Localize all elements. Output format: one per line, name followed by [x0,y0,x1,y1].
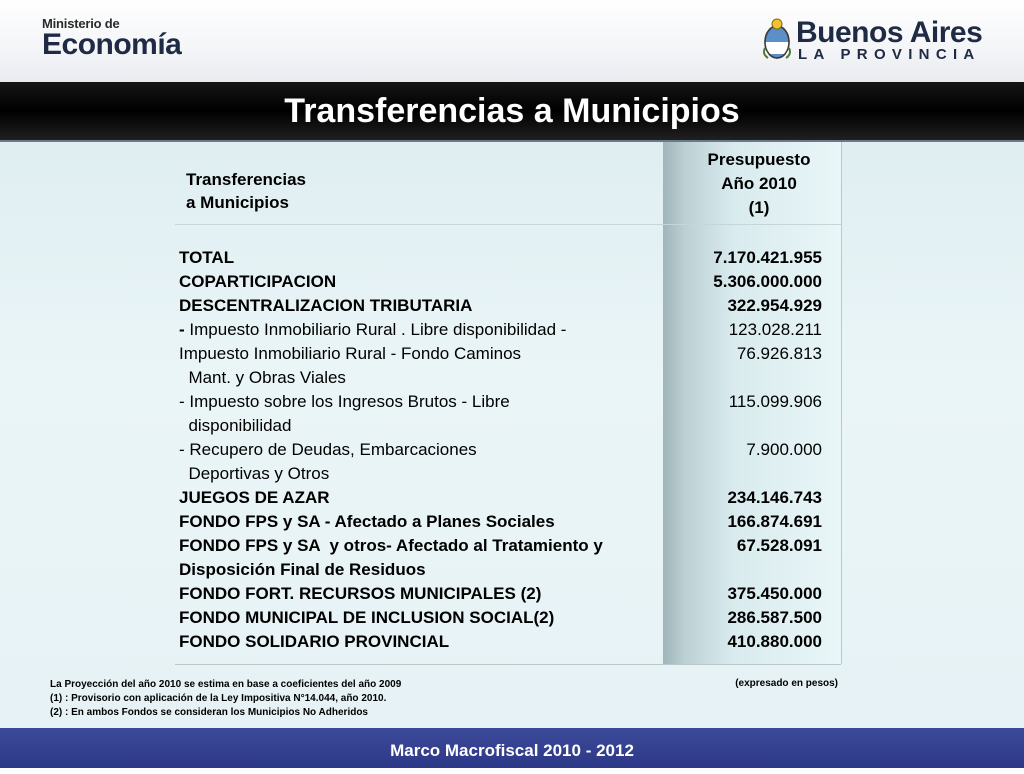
row-value: 76.926.813 [736,344,822,363]
row-label: Mant. y Obras Viales [179,368,346,387]
table-row [179,558,829,582]
row-value: 67.528.091 [736,536,822,555]
right-header-line-1: Presupuesto [707,150,811,169]
right-header-line-2: Año 2010 [721,174,797,193]
table-row [179,534,829,558]
row-label: FONDO SOLIDARIO PROVINCIAL [179,632,450,651]
table-row [179,294,829,318]
header [0,0,1024,82]
footer-bar [0,728,1024,768]
footnote-2: (2) : En ambos Fondos se consideran los Municipios No Adheridos [50,707,368,718]
unit-note: (expresado en pesos) [735,678,838,689]
right-header-line-3: (1) [748,198,770,217]
table-row [179,582,829,606]
row-label: Impuesto Inmobiliario Rural - Fondo Caminos [179,344,522,363]
table-row [179,462,829,486]
row-label: Disposición Final de Residuos [179,560,426,579]
logo-buenos-aires-text: Buenos Aires [796,16,983,49]
footer-text: Marco Macrofiscal 2010 - 2012 [390,741,634,760]
row-label: TOTAL [179,248,235,267]
table-body [179,246,829,654]
row-label [179,318,566,342]
title-bar [0,82,1024,142]
coat-of-arms-icon [762,18,792,62]
row-value: 410.880.000 [727,632,822,651]
table-row [179,486,829,510]
table-row [179,270,829,294]
footnotes [50,678,401,720]
row-label: disponibilidad [179,416,292,435]
table-bottom-divider [175,664,841,665]
row-label: JUEGOS DE AZAR [179,488,330,507]
table-row [179,318,829,342]
row-value: 5.306.000.000 [713,272,822,291]
row-value: 322.954.929 [727,296,822,315]
logo-big-text: Economía [42,28,182,61]
content-area [0,142,1024,728]
row-label: FONDO FPS y SA - Afectado a Planes Sociales [179,512,555,531]
footnote-1: (1) : Provisorio con aplicación de la Ley Impositiva N°14.044, año 2010. [50,693,387,704]
table-row [179,342,829,366]
right-column-header [663,148,855,220]
table-row [179,606,829,630]
row-label: Deportivas y Otros [179,464,330,483]
table-row [179,366,829,390]
row-label: FONDO FORT. RECURSOS MUNICIPALES (2) [179,584,542,603]
row-value: 115.099.906 [728,392,822,411]
ministerio-economia-logo [42,16,181,59]
logo-small-text: Ministerio de [42,16,120,31]
table-row [179,630,829,654]
row-value: 7.170.421.955 [713,248,822,267]
left-header-line-2: a Municipios [186,193,289,212]
table-row [179,510,829,534]
row-value: 166.874.691 [727,512,822,531]
left-column-header [186,168,306,214]
logo-la-provincia-text: LA PROVINCIA [798,46,981,63]
footnote-projection: La Proyección del año 2010 se estima en base a coeficientes del año 2009 [50,679,402,690]
table-row [179,438,829,462]
row-value: 375.450.000 [727,584,822,603]
row-value: 123.028.211 [728,320,822,339]
table-row [179,390,829,414]
row-value: 7.900.000 [746,440,822,459]
header-divider [175,224,841,225]
table-row [179,414,829,438]
page-title: Transferencias a Municipios [284,92,740,130]
left-header-line-1: Transferencias [186,170,307,189]
row-value: 234.146.743 [727,488,822,507]
row-label: FONDO FPS y SA y otros- Afectado al Tratamiento y [179,536,603,555]
row-label: COPARTICIPACION [179,272,337,291]
row-value: 286.587.500 [727,608,822,627]
row-label: DESCENTRALIZACION TRIBUTARIA [179,296,473,315]
row-label: - Recupero de Deudas, Embarcaciones [179,440,477,459]
row-label-text: Impuesto Inmobiliario Rural . Libre disponibilidad - [184,320,567,339]
row-label: - Impuesto sobre los Ingresos Brutos - Libre [179,392,510,411]
row-label: FONDO MUNICIPAL DE INCLUSION SOCIAL(2) [179,608,555,627]
table-row [179,246,829,270]
row-label-prefix: - [179,320,185,339]
